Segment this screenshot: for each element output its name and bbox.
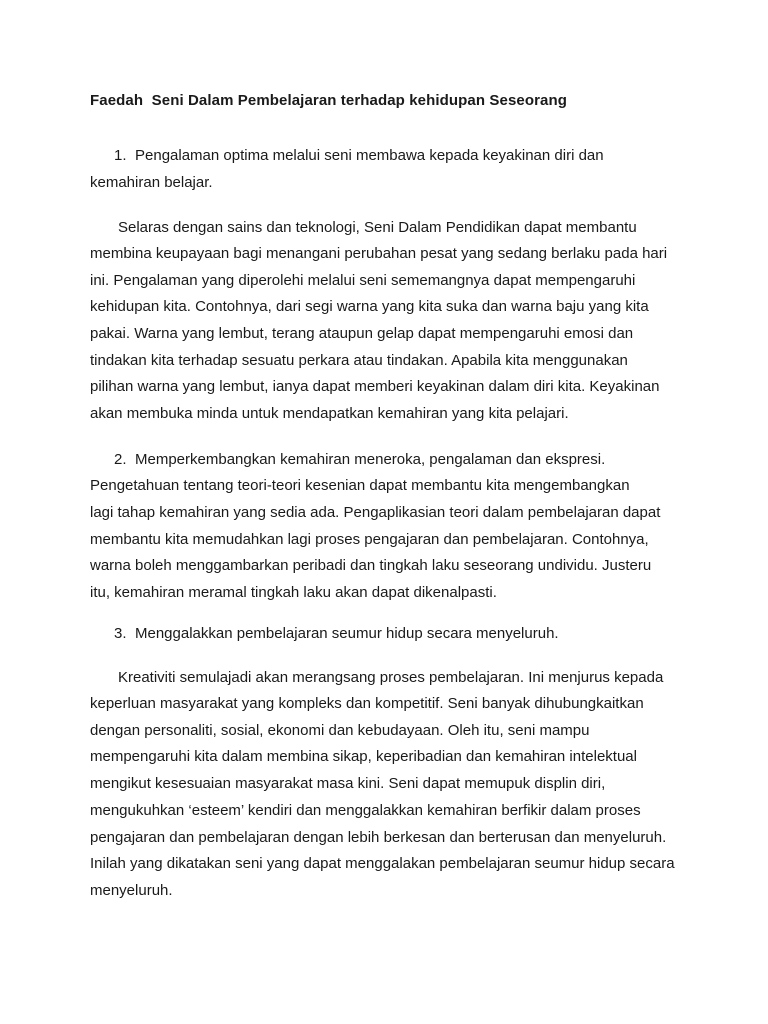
item-1-paragraph-line-2: membina keupayaan bagi menangani perubahan pesat yang sedang berlaku pada hari: [90, 245, 668, 262]
item-1-paragraph-line-6: tindakan kita terhadap sesuatu perkara atau tindakan. Apabila kita menggunakan: [90, 352, 628, 369]
item-3-paragraph-line-3: dengan personaliti, sosial, ekonomi dan kebudayaan. Oleh itu, seni mampu: [90, 722, 590, 739]
item-1-paragraph-line-5: pakai. Warna yang lembut, terang ataupun gelap dapat mempengaruhi emosi dan: [90, 325, 634, 342]
item-3-paragraph-line-8: Inilah yang dikatakan seni yang dapat menggalakan pembelajaran seumur hidup secara: [90, 855, 675, 872]
item-3-paragraph-line-4: mempengaruhi kita dalam membina sikap, keperibadian dan kemahiran intelektual: [90, 748, 637, 765]
item-1-paragraph-line-8: akan membuka minda untuk mendapatkan kemahiran yang kita pelajari.: [90, 405, 569, 422]
item-3-paragraph-line-6: mengukuhkan ‘esteem’ kendiri dan menggalakkan kemahiran berfikir dalam proses: [90, 802, 641, 819]
item-2-paragraph-line-2: lagi tahap kemahiran yang sedia ada. Pengaplikasian teori dalam pembelajaran dapat: [90, 504, 661, 521]
item-1-paragraph-line-4: kehidupan kita. Contohnya, dari segi warna yang kita suka dan warna baju yang kita: [90, 298, 649, 315]
item-2-heading-line-1: Memperkembangkan kemahiran meneroka, pengalaman dan ekspresi.: [135, 451, 606, 468]
item-number-2: 2.: [114, 451, 127, 468]
item-2-paragraph-line-1: Pengetahuan tentang teori-teori kesenian dapat membantu kita mengembangkan: [90, 477, 630, 494]
item-3-paragraph-line-1: Kreativiti semulajadi akan merangsang proses pembelajaran. Ini menjurus kepada: [118, 669, 664, 686]
item-3-paragraph-line-5: mengikut kesesuaian masyarakat masa kini. Seni dapat memupuk displin diri,: [90, 775, 606, 792]
item-3-paragraph-line-9: menyeluruh.: [90, 882, 173, 899]
item-number-1: 1.: [114, 147, 127, 164]
item-1-paragraph-line-1: Selaras dengan sains dan teknologi, Seni Dalam Pendidikan dapat membantu: [118, 219, 637, 236]
item-3-paragraph-line-7: pengajaran dan pembelajaran dengan lebih berkesan dan berterusan dan menyeluruh.: [90, 829, 667, 846]
item-3-paragraph-line-2: keperluan masyarakat yang kompleks dan kompetitif. Seni banyak dihubungkaitkan: [90, 695, 644, 712]
item-1-heading-line-2: kemahiran belajar.: [90, 174, 213, 191]
item-1-paragraph-line-3: ini. Pengalaman yang diperolehi melalui seni sememangnya dapat mempengaruhi: [90, 272, 636, 289]
item-2-paragraph-line-4: warna boleh menggambarkan peribadi dan tingkah laku seseorang undividu. Justeru: [90, 557, 652, 574]
item-2-paragraph-line-5: itu, kemahiran meramal tingkah laku akan dapat dikenalpasti.: [90, 584, 497, 601]
item-1-paragraph-line-7: pilihan warna yang lembut, ianya dapat memberi keyakinan dalam diri kita. Keyakinan: [90, 378, 660, 395]
item-1-heading-line-1: Pengalaman optima melalui seni membawa kepada keyakinan diri dan: [135, 147, 604, 164]
item-2-paragraph-line-3: membantu kita memudahkan lagi proses pengajaran dan pembelajaran. Contohnya,: [90, 531, 649, 548]
item-number-3: 3.: [114, 625, 127, 642]
item-3-heading-line-1: Menggalakkan pembelajaran seumur hidup secara menyeluruh.: [135, 625, 559, 642]
document-title: Faedah Seni Dalam Pembelajaran terhadap kehidupan Seseorang: [90, 92, 567, 109]
